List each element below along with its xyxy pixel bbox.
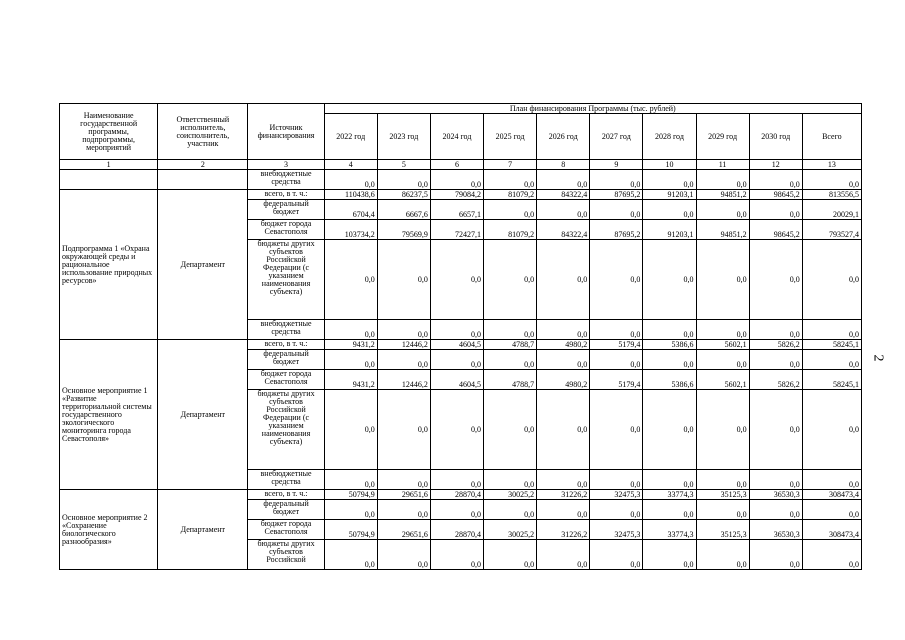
header-col-number: 6 xyxy=(430,160,483,170)
value-cell: 30025,2 xyxy=(484,490,537,500)
value-cell: 5602,1 xyxy=(696,370,749,390)
source-cell: всего, в т. ч.: xyxy=(248,340,324,350)
empty-cell xyxy=(60,170,158,190)
value-cell: 12446,2 xyxy=(377,340,430,350)
value-cell: 0,0 xyxy=(643,500,696,520)
source-cell: внебюджетные средства xyxy=(248,320,324,340)
value-cell: 33774,3 xyxy=(643,520,696,540)
header-year: 2023 год xyxy=(377,114,430,160)
value-cell: 0,0 xyxy=(324,170,377,190)
value-cell: 5826,2 xyxy=(749,370,802,390)
table-row xyxy=(60,170,862,190)
value-cell: 20029,1 xyxy=(802,200,861,220)
value-cell: 0,0 xyxy=(696,390,749,470)
value-cell: 0,0 xyxy=(537,170,590,190)
value-cell: 87695,2 xyxy=(590,190,643,200)
header-year: 2027 год xyxy=(590,114,643,160)
value-cell: 0,0 xyxy=(643,540,696,570)
header-col-number: 1 xyxy=(60,160,158,170)
header-col-number: 2 xyxy=(158,160,248,170)
value-cell: 0,0 xyxy=(537,240,590,320)
value-cell: 308473,4 xyxy=(802,490,861,500)
value-cell: 0,0 xyxy=(590,500,643,520)
value-cell: 0,0 xyxy=(643,200,696,220)
value-cell: 0,0 xyxy=(643,170,696,190)
source-cell: бюджет города Севастополя xyxy=(248,370,324,390)
value-cell: 0,0 xyxy=(430,470,483,490)
value-cell: 0,0 xyxy=(377,470,430,490)
value-cell: 0,0 xyxy=(324,320,377,340)
value-cell: 0,0 xyxy=(324,240,377,320)
value-cell: 5602,1 xyxy=(696,340,749,350)
value-cell: 0,0 xyxy=(696,500,749,520)
value-cell: 0,0 xyxy=(377,240,430,320)
header-year: Всего xyxy=(802,114,861,160)
value-cell: 0,0 xyxy=(537,320,590,340)
value-cell: 0,0 xyxy=(749,540,802,570)
source-cell: бюджеты других субъектов Российской Федерации (с указанием наименования субъекта) xyxy=(248,240,324,320)
value-cell: 0,0 xyxy=(430,390,483,470)
value-cell: 0,0 xyxy=(802,240,861,320)
value-cell: 0,0 xyxy=(696,320,749,340)
value-cell: 0,0 xyxy=(324,500,377,520)
header-col-source: Источник финансирования xyxy=(248,104,324,160)
value-cell: 4604,5 xyxy=(430,370,483,390)
header-col-number: 10 xyxy=(643,160,696,170)
value-cell: 28870,4 xyxy=(430,490,483,500)
value-cell: 110438,6 xyxy=(324,190,377,200)
value-cell: 29651,6 xyxy=(377,490,430,500)
value-cell: 0,0 xyxy=(696,540,749,570)
source-cell: всего, в т. ч.: xyxy=(248,190,324,200)
header-year: 2022 год xyxy=(324,114,377,160)
value-cell: 0,0 xyxy=(590,390,643,470)
value-cell: 9431,2 xyxy=(324,340,377,350)
value-cell: 5179,4 xyxy=(590,340,643,350)
value-cell: 103734,2 xyxy=(324,220,377,240)
source-cell: бюджет города Севастополя xyxy=(248,520,324,540)
value-cell: 0,0 xyxy=(484,540,537,570)
value-cell: 0,0 xyxy=(484,170,537,190)
source-cell: федеральный бюджет xyxy=(248,500,324,520)
value-cell: 0,0 xyxy=(590,470,643,490)
value-cell: 0,0 xyxy=(590,240,643,320)
page-number: 2 xyxy=(870,354,886,362)
value-cell: 0,0 xyxy=(590,200,643,220)
header-year: 2025 год xyxy=(484,114,537,160)
section-executor: Департамент xyxy=(158,190,248,340)
value-cell: 36530,3 xyxy=(749,490,802,500)
value-cell: 0,0 xyxy=(643,320,696,340)
section-executor: Департамент xyxy=(158,340,248,490)
value-cell: 0,0 xyxy=(484,350,537,370)
value-cell: 0,0 xyxy=(749,350,802,370)
value-cell: 9431,2 xyxy=(324,370,377,390)
header-col-number: 12 xyxy=(749,160,802,170)
value-cell: 36530,3 xyxy=(749,520,802,540)
header-numbers-row xyxy=(60,160,862,170)
header-col-number: 11 xyxy=(696,160,749,170)
source-cell: всего, в т. ч.: xyxy=(248,490,324,500)
value-cell: 0,0 xyxy=(696,200,749,220)
value-cell: 813556,5 xyxy=(802,190,861,200)
value-cell: 0,0 xyxy=(802,320,861,340)
value-cell: 0,0 xyxy=(590,170,643,190)
header-year: 2030 год xyxy=(749,114,802,160)
value-cell: 5386,6 xyxy=(643,340,696,350)
section-executor: Департамент xyxy=(158,490,248,570)
value-cell: 0,0 xyxy=(324,390,377,470)
value-cell: 0,0 xyxy=(590,320,643,340)
source-cell: бюджеты других субъектов Российской Федерации (с указанием наименования субъекта) xyxy=(248,390,324,470)
value-cell: 87695,2 xyxy=(590,220,643,240)
section-name: Основное мероприятие 2 «Сохранение биологического разнообразия» xyxy=(60,490,158,570)
value-cell: 4980,2 xyxy=(537,370,590,390)
value-cell: 0,0 xyxy=(484,500,537,520)
header-col-number: 5 xyxy=(377,160,430,170)
value-cell: 5386,6 xyxy=(643,370,696,390)
value-cell: 50794,9 xyxy=(324,520,377,540)
header-col-number: 13 xyxy=(802,160,861,170)
value-cell: 35125,3 xyxy=(696,520,749,540)
value-cell: 0,0 xyxy=(537,200,590,220)
financing-plan-table xyxy=(59,103,862,570)
value-cell: 5826,2 xyxy=(749,340,802,350)
value-cell: 0,0 xyxy=(537,390,590,470)
value-cell: 0,0 xyxy=(749,200,802,220)
header-year: 2029 год xyxy=(696,114,749,160)
empty-cell xyxy=(158,170,248,190)
value-cell: 33774,3 xyxy=(643,490,696,500)
source-cell: внебюджетные средства xyxy=(248,470,324,490)
value-cell: 4788,7 xyxy=(484,370,537,390)
header-year: 2024 год xyxy=(430,114,483,160)
value-cell: 31226,2 xyxy=(537,490,590,500)
value-cell: 35125,3 xyxy=(696,490,749,500)
value-cell: 0,0 xyxy=(643,390,696,470)
value-cell: 32475,3 xyxy=(590,490,643,500)
value-cell: 793527,4 xyxy=(802,220,861,240)
value-cell: 4980,2 xyxy=(537,340,590,350)
header-col-number: 4 xyxy=(324,160,377,170)
value-cell: 84322,4 xyxy=(537,190,590,200)
value-cell: 31226,2 xyxy=(537,520,590,540)
value-cell: 0,0 xyxy=(802,170,861,190)
value-cell: 0,0 xyxy=(802,540,861,570)
value-cell: 308473,4 xyxy=(802,520,861,540)
value-cell: 0,0 xyxy=(430,500,483,520)
value-cell: 84322,4 xyxy=(537,220,590,240)
value-cell: 58245,1 xyxy=(802,340,861,350)
value-cell: 0,0 xyxy=(430,540,483,570)
value-cell: 58245,1 xyxy=(802,370,861,390)
value-cell: 12446,2 xyxy=(377,370,430,390)
source-cell: федеральный бюджет xyxy=(248,350,324,370)
source-cell: бюджеты других субъектов Российской xyxy=(248,540,324,570)
value-cell: 0,0 xyxy=(484,320,537,340)
section-name: Основное мероприятие 1 «Развитие территориальной системы государственного экологического мониторинга города Севастополя» xyxy=(60,340,158,490)
header-col-executor: Ответственный исполнитель, соисполнитель, участник xyxy=(158,104,248,160)
header-col-name: Наименование государственной программы, подпрограммы, мероприятий xyxy=(60,104,158,160)
value-cell: 0,0 xyxy=(377,390,430,470)
source-cell: внебюджетные средства xyxy=(248,170,324,190)
header-col-number: 9 xyxy=(590,160,643,170)
value-cell: 91203,1 xyxy=(643,220,696,240)
value-cell: 29651,6 xyxy=(377,520,430,540)
value-cell: 5179,4 xyxy=(590,370,643,390)
value-cell: 0,0 xyxy=(430,240,483,320)
value-cell: 0,0 xyxy=(484,470,537,490)
value-cell: 0,0 xyxy=(484,240,537,320)
header-col-number: 8 xyxy=(537,160,590,170)
value-cell: 0,0 xyxy=(802,350,861,370)
value-cell: 0,0 xyxy=(590,350,643,370)
header-year: 2026 год xyxy=(537,114,590,160)
source-cell: федеральный бюджет xyxy=(248,200,324,220)
section-name: Подпрограмма 1 «Охрана окружающей среды и рациональное использование природных ресурсов» xyxy=(60,190,158,340)
value-cell: 94851,2 xyxy=(696,190,749,200)
value-cell: 0,0 xyxy=(696,240,749,320)
value-cell: 0,0 xyxy=(377,320,430,340)
value-cell: 0,0 xyxy=(484,200,537,220)
value-cell: 0,0 xyxy=(749,500,802,520)
header-col-number: 7 xyxy=(484,160,537,170)
value-cell: 81079,2 xyxy=(484,190,537,200)
value-cell: 0,0 xyxy=(643,240,696,320)
value-cell: 0,0 xyxy=(590,540,643,570)
value-cell: 0,0 xyxy=(802,390,861,470)
table-row xyxy=(60,340,862,350)
value-cell: 72427,1 xyxy=(430,220,483,240)
value-cell: 81079,2 xyxy=(484,220,537,240)
value-cell: 0,0 xyxy=(696,170,749,190)
value-cell: 6704,4 xyxy=(324,200,377,220)
value-cell: 79569,9 xyxy=(377,220,430,240)
value-cell: 0,0 xyxy=(749,390,802,470)
value-cell: 30025,2 xyxy=(484,520,537,540)
value-cell: 0,0 xyxy=(324,540,377,570)
value-cell: 50794,9 xyxy=(324,490,377,500)
value-cell: 0,0 xyxy=(537,540,590,570)
value-cell: 0,0 xyxy=(430,170,483,190)
value-cell: 0,0 xyxy=(643,470,696,490)
value-cell: 0,0 xyxy=(324,350,377,370)
value-cell: 0,0 xyxy=(749,320,802,340)
value-cell: 79084,2 xyxy=(430,190,483,200)
value-cell: 28870,4 xyxy=(430,520,483,540)
value-cell: 0,0 xyxy=(749,170,802,190)
value-cell: 94851,2 xyxy=(696,220,749,240)
source-cell: бюджет города Севастополя xyxy=(248,220,324,240)
financing-plan-sheet xyxy=(59,103,862,570)
value-cell: 86237,5 xyxy=(377,190,430,200)
value-cell: 91203,1 xyxy=(643,190,696,200)
value-cell: 0,0 xyxy=(324,470,377,490)
table-row xyxy=(60,490,862,500)
value-cell: 0,0 xyxy=(696,350,749,370)
value-cell: 0,0 xyxy=(377,350,430,370)
value-cell: 0,0 xyxy=(430,350,483,370)
value-cell: 0,0 xyxy=(696,470,749,490)
header-plan-title: План финансирования Программы (тыс. рублей) xyxy=(324,104,861,114)
table-row xyxy=(60,190,862,200)
value-cell: 0,0 xyxy=(802,500,861,520)
value-cell: 4788,7 xyxy=(484,340,537,350)
value-cell: 0,0 xyxy=(484,390,537,470)
value-cell: 98645,2 xyxy=(749,220,802,240)
value-cell: 0,0 xyxy=(537,350,590,370)
value-cell: 0,0 xyxy=(377,500,430,520)
value-cell: 0,0 xyxy=(430,320,483,340)
value-cell: 0,0 xyxy=(749,470,802,490)
value-cell: 6657,1 xyxy=(430,200,483,220)
value-cell: 0,0 xyxy=(537,500,590,520)
value-cell: 0,0 xyxy=(643,350,696,370)
value-cell: 32475,3 xyxy=(590,520,643,540)
value-cell: 0,0 xyxy=(537,470,590,490)
value-cell: 98645,2 xyxy=(749,190,802,200)
value-cell: 0,0 xyxy=(377,540,430,570)
header-year: 2028 год xyxy=(643,114,696,160)
header-col-number: 3 xyxy=(248,160,324,170)
value-cell: 0,0 xyxy=(802,470,861,490)
value-cell: 0,0 xyxy=(749,240,802,320)
value-cell: 0,0 xyxy=(377,170,430,190)
value-cell: 4604,5 xyxy=(430,340,483,350)
value-cell: 6667,6 xyxy=(377,200,430,220)
